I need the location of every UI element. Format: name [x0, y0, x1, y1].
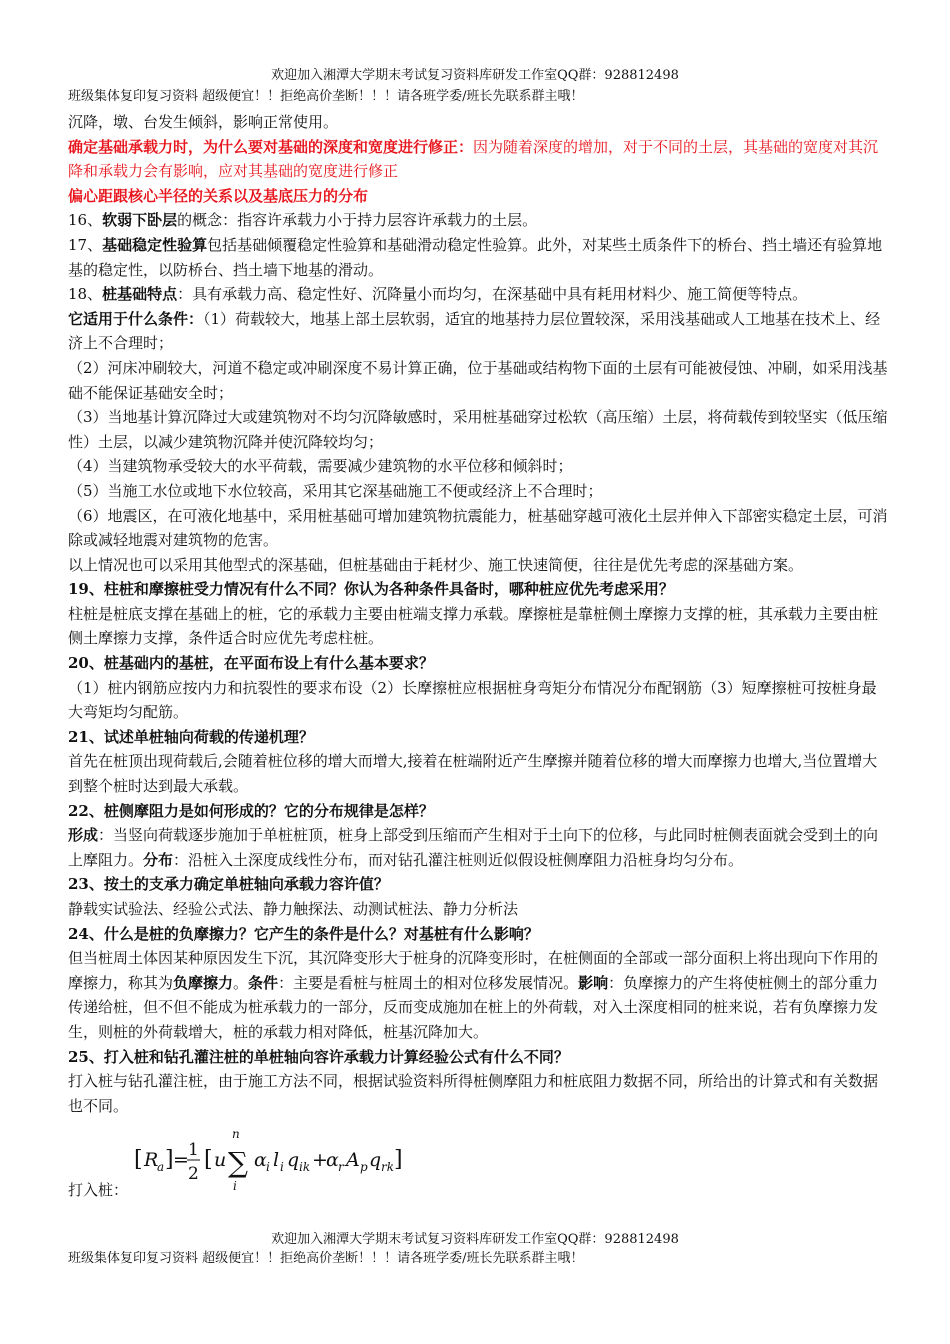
item-text: 包括基础倾覆稳定性验算和基础滑动稳定性验算。此外，对某些土质条件下的桥台、挡土墙还有验算地基的稳定性，以防桥台、挡土墙下地基的滑动。	[68, 235, 883, 279]
answer-term: 条件	[248, 973, 279, 992]
svg-text:A: A	[346, 1149, 360, 1172]
answer-25: 打入桩与钻孔灌注桩，由于施工方法不同，根据试验资料所得桩侧摩阻力和桩底阻力数据不同，所给出的计算式和有关数据也不同。	[68, 1072, 879, 1115]
svg-text:i: i	[233, 1179, 237, 1194]
svg-text:p: p	[360, 1160, 368, 1175]
paragraph: 沉降，墩、台发生倾斜，影响正常使用。	[68, 113, 339, 131]
question-24: 24、什么是桩的负摩擦力？它产生的条件是什么？对基桩有什么影响？	[68, 924, 539, 943]
svg-text:[: [	[204, 1147, 213, 1173]
answer-19: 柱桩是桩底支撑在基础上的桩，它的承载力主要由桩端支撑力承载。摩擦桩是靠桩侧土摩擦力支撑的桩，其承载力主要由桩侧土摩擦力支撑，条件适合时应优先考虑柱桩。	[68, 604, 879, 648]
item-term: 软弱下卧层	[102, 211, 178, 230]
answer-text: ：主要是看桩与桩周土的相对位移发展情况。	[278, 973, 579, 992]
item-term: 它适用于什么条件：	[68, 309, 204, 328]
svg-text:∑: ∑	[228, 1146, 248, 1180]
answer-text: 。	[233, 973, 249, 992]
svg-text:2: 2	[188, 1164, 199, 1185]
condition-4: （4）当建筑物承受较大的水平荷载，需要减少建筑物的水平位移和倾斜时；	[68, 457, 573, 476]
red-question-1-bold: 确定基础承载力时，为什么要对基础的深度和宽度进行修正：	[68, 137, 474, 156]
formula-svg	[132, 1122, 432, 1202]
answer-22	[68, 823, 890, 872]
svg-text:ik: ik	[299, 1160, 311, 1175]
condition-3: （3）当地基计算沉降过大或建筑物对不均匀沉降敏感时，采用桩基础穿过松软（高压缩）土层，将荷载传到较坚实（低压缩性）土层，以减少建筑物沉降并使沉降较均匀；	[68, 408, 888, 451]
svg-text:1: 1	[188, 1140, 199, 1161]
item-text: 的概念：指容许承载力小于持力层容许承载力的土层。	[177, 211, 538, 230]
item-18-conditions	[68, 307, 890, 356]
answer-term: 负摩擦力	[173, 973, 234, 992]
item-16	[68, 208, 890, 233]
svg-text:l: l	[273, 1149, 280, 1172]
svg-text:R: R	[144, 1149, 159, 1172]
svg-text:r: r	[338, 1160, 344, 1175]
question-19: 19、柱桩和摩擦桩受力情况有什么不同？你认为各种条件具备时，哪种桩应优先考虑采用？	[68, 580, 674, 599]
svg-text:]: ]	[165, 1147, 174, 1173]
answer-text: 但当桩周土体因某种原因发生下沉，其沉降变形大于桩身的沉降变形时，在桩侧面的全部或一部分面积上将出现向下作用的摩擦力，称其为	[68, 949, 879, 992]
item-number: 18、	[68, 285, 103, 304]
answer-23: 静载实试验法、经验公式法、静力触探法、动测试桩法、静力分析法	[68, 900, 519, 918]
item-number: 16、	[68, 211, 103, 230]
question-21: 21、试述单桩轴向荷载的传递机理？	[68, 727, 314, 746]
bearing-capacity-formula	[132, 1122, 432, 1202]
item-18	[68, 282, 890, 307]
header-line-1: 欢迎加入湘潭大学期末考试复习资料库研发工作室QQ群：928812498	[271, 68, 679, 83]
red-question-1-answer: 因为随着深度的增加，对于不同的土层，其基础的宽度对其沉降和承载力会有影响，应对其基础的宽度进行修正	[68, 137, 879, 181]
question-22: 22、桩侧摩阻力是如何形成的？它的分布规律是怎样？	[68, 801, 434, 820]
item-text: ：具有承载力高、稳定性好、沉降量小而均匀，在深基础中具有耗用材料少、施工简便等特点。	[177, 285, 808, 304]
svg-text:i: i	[266, 1160, 270, 1175]
formula-label: 打入桩：	[68, 1181, 129, 1200]
svg-text:rk: rk	[381, 1160, 395, 1175]
condition-2: （2）河床冲刷较大，河道不稳定或冲刷深度不易计算正确，位于基础或结构物下面的土层有可能被侵蚀、冲刷，如采用浅基础不能保证基础安全时；	[68, 358, 888, 402]
answer-20: （1）桩内钢筋应按内力和抗裂性的要求布设（2）长摩擦桩应根据桩身弯矩分布情况分布配钢筋（3）短摩擦桩可按桩身最大弯矩均匀配筋。	[68, 678, 877, 722]
formula-block	[68, 1122, 890, 1204]
answer-text: ：当竖向荷载逐步施加于单桩桩顶，桩身上部受到压缩而产生相对于土向下的位移，与此同时桩侧表面就会受到土的向上摩阻力。	[68, 826, 879, 869]
answer-term: 影响	[578, 973, 609, 992]
svg-text:i: i	[280, 1160, 284, 1175]
svg-text:q: q	[369, 1149, 382, 1172]
footer-line-2: 班级集体复印复习资料 超级便宜！！拒绝高价垄断！！！请各班学委/班长先联系群主哦！	[68, 1251, 584, 1266]
question-20: 20、桩基础内的基桩，在平面布设上有什么基本要求？	[68, 654, 434, 673]
answer-21: 首先在桩顶出现荷载后,会随着桩位移的增大而增大,接着在桩端附近产生摩擦并随着位移的增大而摩擦力也增大,当位置增大到整个桩时达到最大承载。	[68, 752, 878, 796]
answer-term: 分布	[143, 850, 174, 869]
item-term: 桩基础特点	[102, 285, 178, 304]
document-body	[68, 110, 890, 1204]
item-text: （1）荷载较大，地基上部土层软弱，适宜的地基持力层位置较深，采用浅基础或人工地基在技术上、经济上不合理时；	[68, 309, 881, 353]
svg-text:]: ]	[394, 1147, 403, 1173]
condition-summary: 以上情况也可以采用其他型式的深基础，但桩基础由于耗材少、施工快速简便，往往是优先考虑的深基础方案。	[68, 555, 804, 574]
svg-text:=: =	[173, 1149, 189, 1172]
red-question-2: 偏心距跟核心半径的关系以及基底压力的分布	[68, 186, 369, 205]
svg-text:a: a	[157, 1160, 165, 1175]
footer-line-1: 欢迎加入湘潭大学期末考试复习资料库研发工作室QQ群：928812498	[271, 1232, 679, 1247]
answer-text: ：沿桩入土深度成线性分布，而对钻孔灌注桩则近似假设桩侧摩阻力沿桩身均匀分布。	[173, 850, 744, 869]
answer-text: ：负摩擦力的产生将使桩侧土的部分重力传递给桩，但不但不能成为桩承载力的一部分，反而变成施加在桩上的外荷载，对入土深度相同的桩来说，若有负摩擦力发生，则桩的外荷载增大，桩的承载力相对降低，桩基沉降加大。	[68, 973, 879, 1041]
svg-text:[: [	[134, 1147, 143, 1173]
answer-term: 形成	[68, 826, 99, 845]
item-17	[68, 233, 890, 282]
question-25: 25、打入桩和钻孔灌注桩的单桩轴向容许承载力计算经验公式有什么不同？	[68, 1047, 569, 1066]
svg-text:α: α	[326, 1149, 339, 1172]
condition-6: （6）地震区，在可液化地基中，采用桩基础可增加建筑物抗震能力，桩基础穿越可液化土层并伸入下部密实稳定土层，可消除或减轻地震对建筑物的危害。	[68, 506, 888, 550]
svg-text:+: +	[312, 1149, 328, 1172]
question-23: 23、按土的支承力确定单桩轴向承载力容许值？	[68, 875, 389, 894]
red-question-1	[68, 135, 890, 184]
item-term: 基础稳定性验算	[102, 235, 208, 254]
header-line-2: 班级集体复印复习资料 超级便宜！！拒绝高价垄断！！！请各班学委/班长先联系群主哦！	[68, 89, 584, 104]
answer-24	[68, 946, 890, 1044]
svg-text:n: n	[232, 1127, 240, 1142]
item-number: 17、	[68, 235, 103, 254]
condition-5: （5）当施工水位或地下水位较高，采用其它深基础施工不便或经济上不合理时；	[68, 481, 603, 500]
svg-text:q: q	[287, 1149, 300, 1172]
svg-text:α: α	[254, 1149, 267, 1172]
svg-text:u: u	[214, 1149, 227, 1172]
